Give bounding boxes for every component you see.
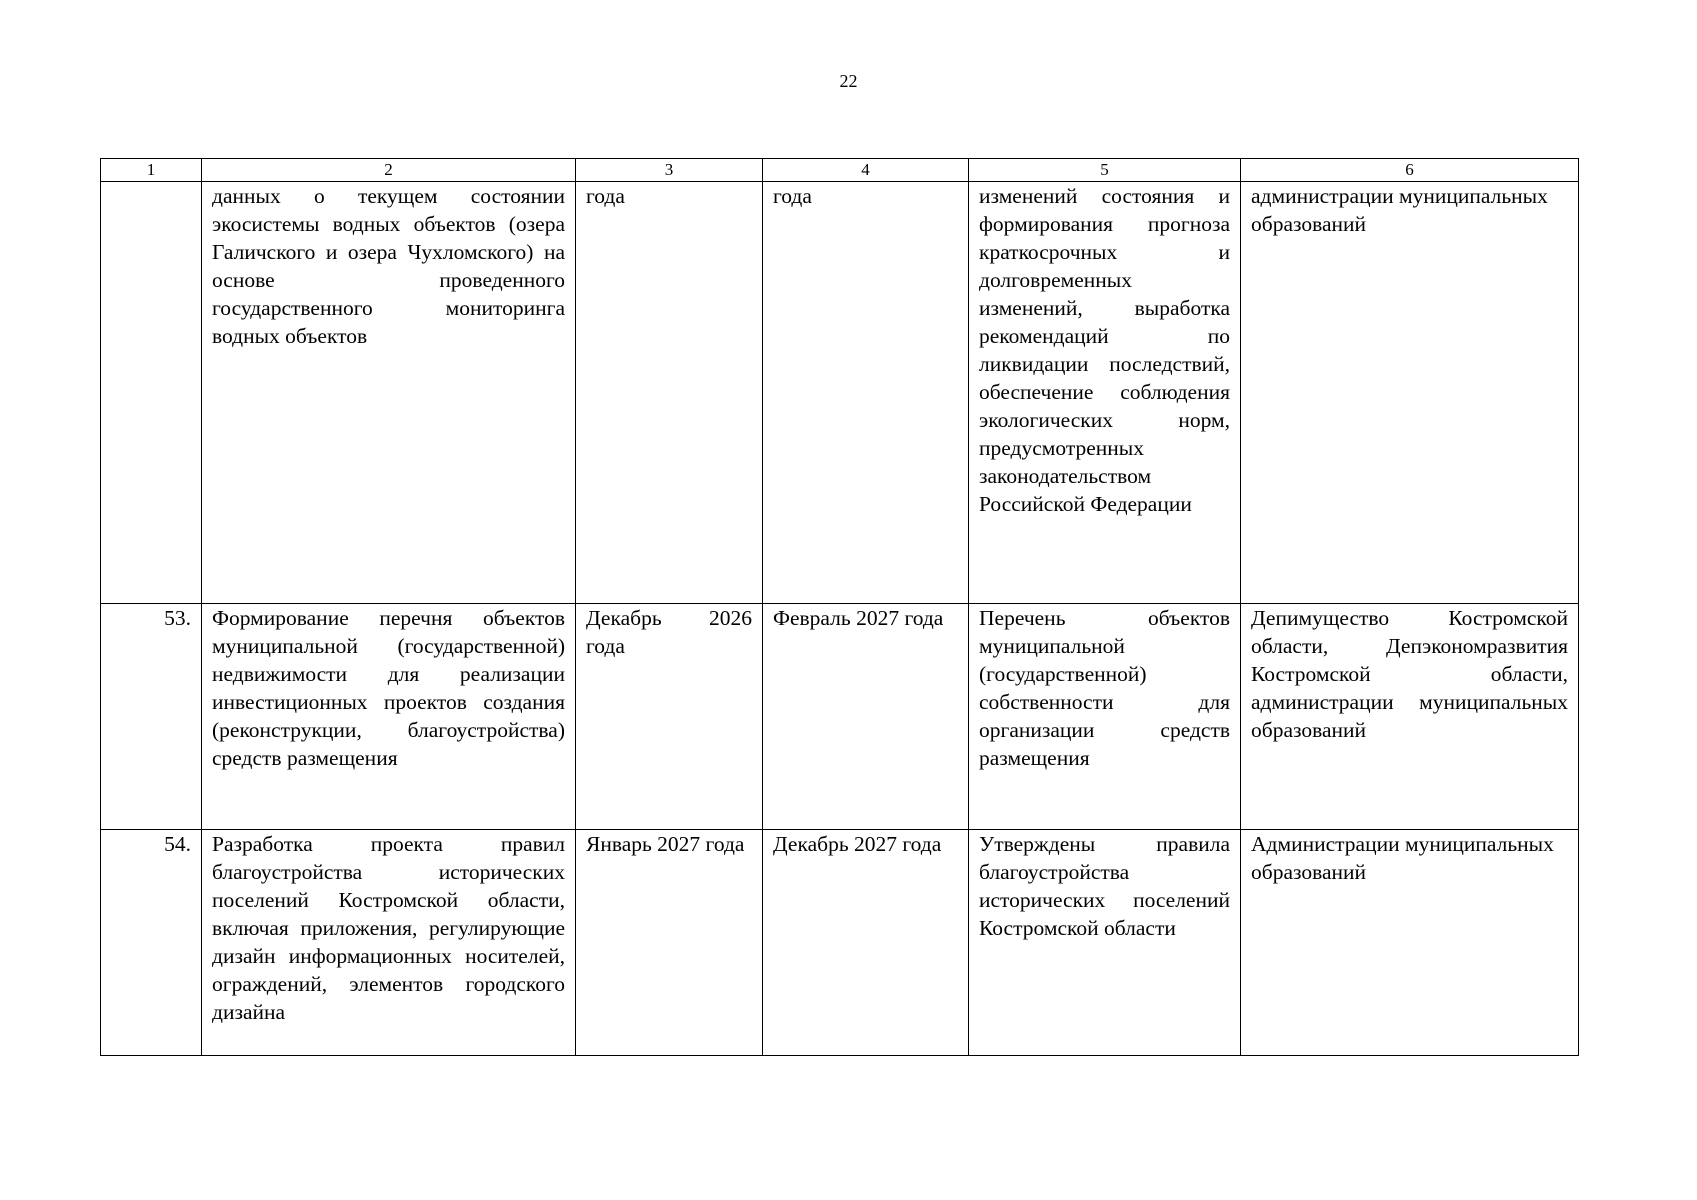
row-number: 54. [101,830,202,1056]
start-date-cell: Декабрь 2026 года [576,604,763,830]
plan-table [100,158,1579,1056]
page-number: 22 [839,71,858,91]
result-cell: изменений состояния и формирования прогноза краткосрочных и долговременных изменений, выработка рекомендаций по ликвидации последствий, обеспечение соблюдения экологических норм, предусмотренных законодательством Российской Федерации [969,182,1241,604]
result-cell: Утверждены правила благоустройства исторических поселений Костромской области [969,830,1241,1056]
responsible-cell: Администрации муниципальных образований [1241,830,1579,1056]
end-date-cell: Февраль 2027 года [763,604,969,830]
activity-cell: данных о текущем состоянии экосистемы водных объектов (озера Галичского и озера Чухломского) на основе проведенного государственного мониторинга водных объектов [202,182,576,604]
column-header-4: 4 [763,159,969,182]
row-number [101,182,202,604]
column-header-1: 1 [101,159,202,182]
column-header-5: 5 [969,159,1241,182]
end-date-cell: года [763,182,969,604]
end-date-cell: Декабрь 2027 года [763,830,969,1056]
column-header-6: 6 [1241,159,1579,182]
responsible-cell: администрации муниципальных образований [1241,182,1579,604]
activity-cell: Разработка проекта правил благоустройства исторических поселений Костромской области, включая приложения, регулирующие дизайн информационных носителей, ограждений, элементов городского дизайна [202,830,576,1056]
responsible-cell: Депимущество Костромской области, Депэкономразвития Костромской области, администрации муниципальных образований [1241,604,1579,830]
table-row [101,830,1579,1056]
column-header-3: 3 [576,159,763,182]
row-number: 53. [101,604,202,830]
start-date-cell: Январь 2027 года [576,830,763,1056]
table-row [101,604,1579,830]
header-row [101,159,1579,182]
result-cell: Перечень объектов муниципальной (государственной) собственности для организации средств размещения [969,604,1241,830]
start-date-cell: года [576,182,763,604]
table-row [101,182,1579,604]
column-header-2: 2 [202,159,576,182]
activity-cell: Формирование перечня объектов муниципальной (государственной) недвижимости для реализации инвестиционных проектов создания (реконструкции, благоустройства) средств размещения [202,604,576,830]
